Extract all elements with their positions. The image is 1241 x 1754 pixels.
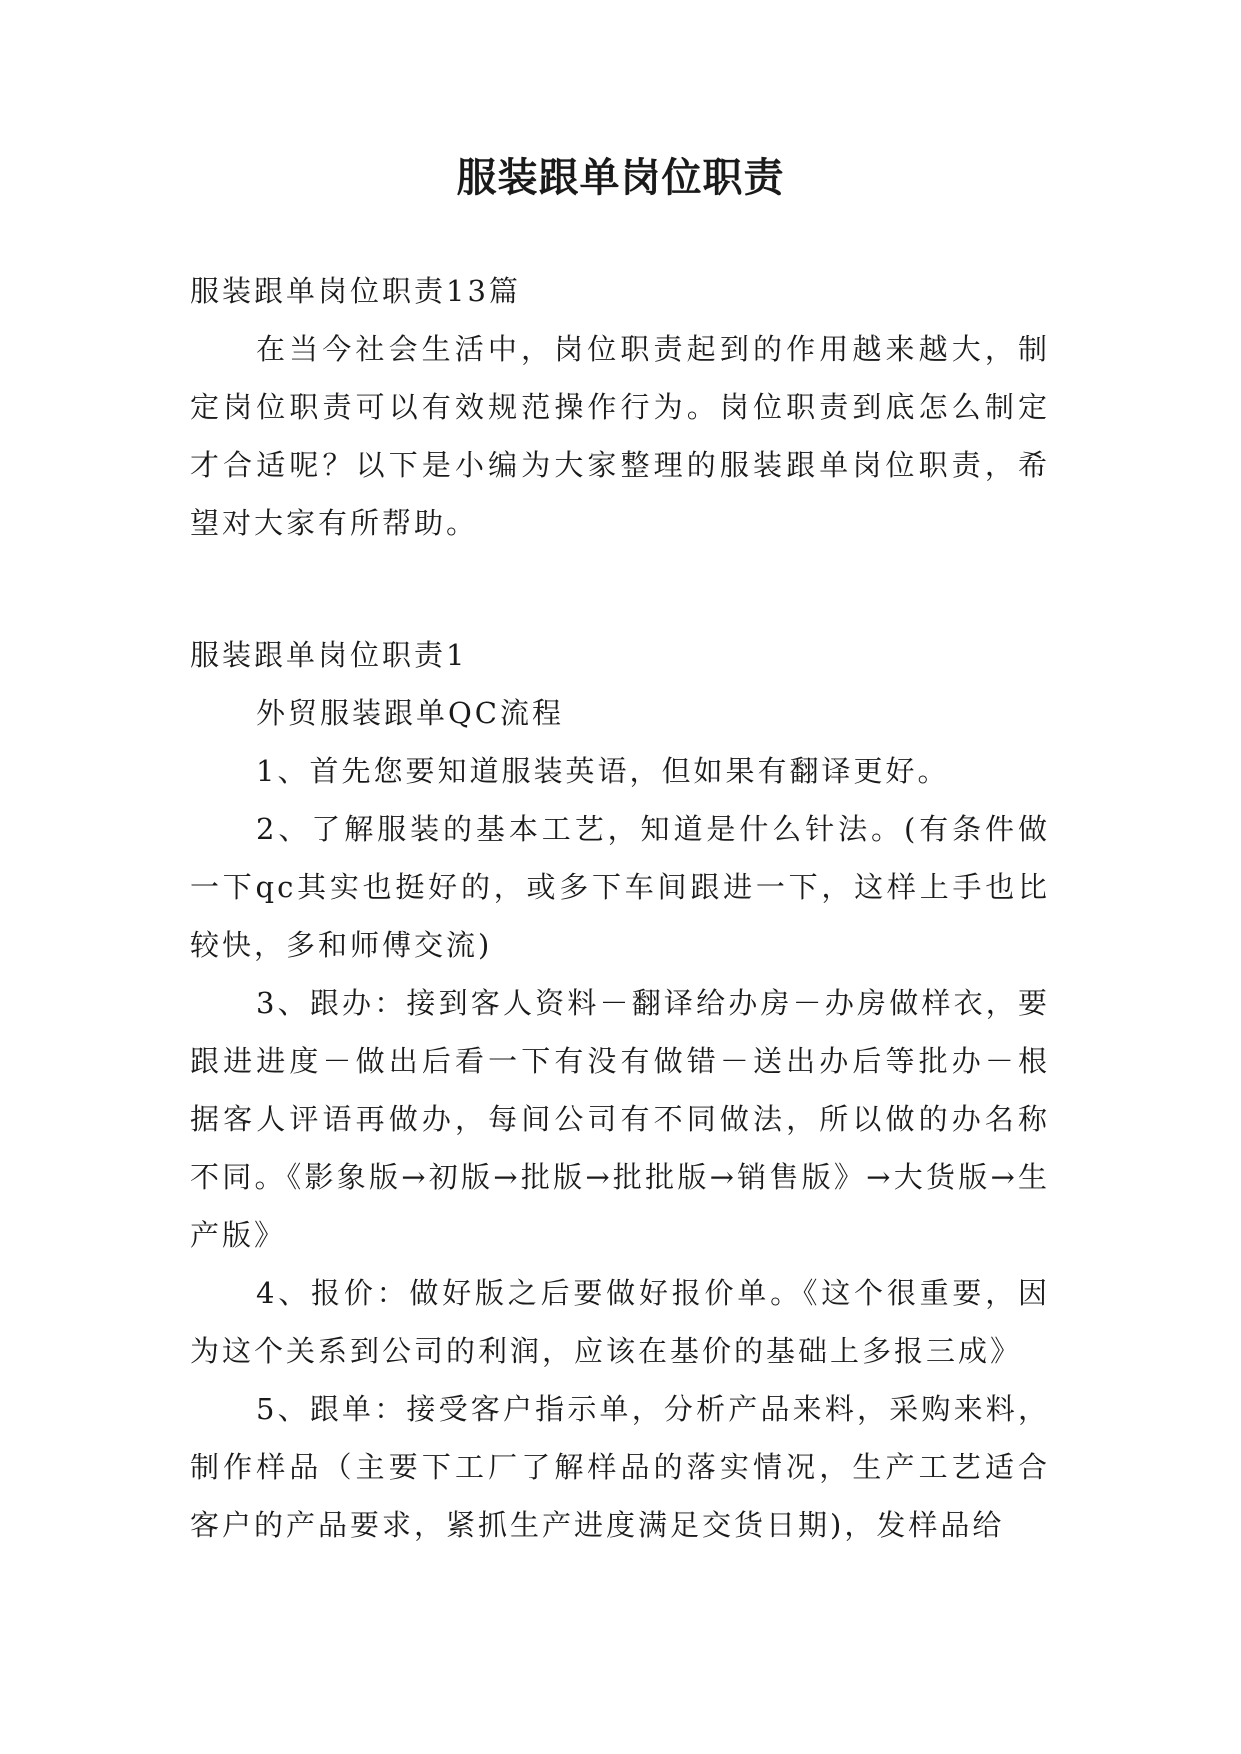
paragraph-step-2: 2、了解服装的基本工艺，知道是什么针法。(有条件做一下qc其实也挺好的，或多下车间跟进一下，这样上手也比较快，多和师傅交流) xyxy=(190,812,1050,962)
paragraph-step-3: 3、跟办：接到客人资料－翻译给办房－办房做样衣，要跟进进度－做出后看一下有没有做错－送出办后等批办－根据客人评语再做办，每间公司有不同做法，所以做的办名称不同。《影象版→初版→批版→批批版→销售版》→大货版→生产版》 xyxy=(190,986,1050,1252)
paragraph-qc-flow-title: 外贸服装跟单QC流程 xyxy=(256,696,564,730)
document-subtitle: 服装跟单岗位职责13篇 xyxy=(190,274,521,308)
intro-paragraph: 在当今社会生活中，岗位职责起到的作用越来越大，制定岗位职责可以有效规范操作行为。岗位职责到底怎么制定才合适呢？以下是小编为大家整理的服装跟单岗位职责，希望对大家有所帮助。 xyxy=(190,332,1050,540)
paragraph-step-1: 1、首先您要知道服装英语，但如果有翻译更好。 xyxy=(256,754,950,788)
section-heading: 服装跟单岗位职责1 xyxy=(190,638,468,672)
paragraph-step-4: 4、报价：做好版之后要做好报价单。《这个很重要，因为这个关系到公司的利润，应该在基价的基础上多报三成》 xyxy=(190,1276,1050,1368)
paragraph-step-5: 5、跟单：接受客户指示单，分析产品来料，采购来料，制作样品（主要下工厂了解样品的落实情况，生产工艺适合客户的产品要求，紧抓生产进度满足交货日期)，发样品给 xyxy=(190,1392,1050,1542)
document-title: 服装跟单岗位职责 xyxy=(456,154,785,201)
